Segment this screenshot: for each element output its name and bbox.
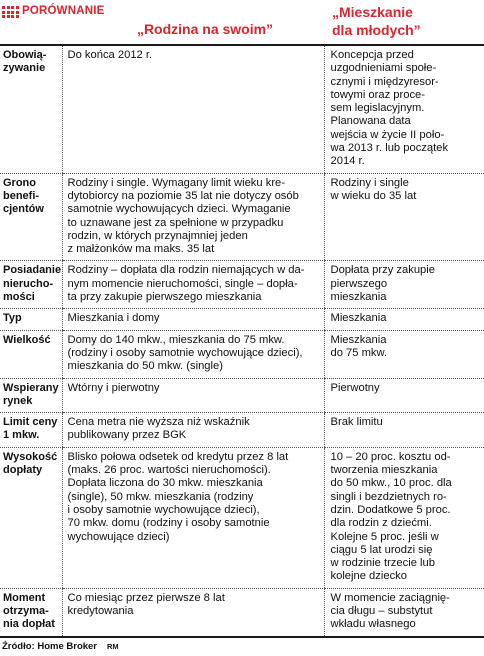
cell-line: (maks. 26 proc. wartości nieruchomości). [67, 464, 271, 477]
cell-line: dzin. Dodatkowe 5 proc. [330, 503, 451, 516]
cell-line: Wtórny i pierwotny [67, 381, 160, 394]
cell-line: Rodziny i single [330, 176, 409, 189]
cell-mieszkanie-dla-mlodych [324, 261, 484, 309]
cell-line: nierucho- [3, 277, 54, 290]
cell-line: Cena metra nie wyższa niż wskaźnik [67, 416, 250, 429]
cell-line: sem legislacyjnym. [330, 102, 425, 115]
cell-line: singli i bezdzietnych ro- [330, 490, 447, 503]
table-row [0, 413, 484, 448]
cell-line: wkładu własnego [330, 618, 416, 631]
cell-line: 1 mkw. [3, 429, 40, 442]
cell-mieszkanie-dla-mlodych [324, 447, 484, 588]
comparison-table [0, 46, 484, 638]
cell-line: Pierwotny [330, 381, 380, 394]
cell-line: Wysokość [3, 450, 58, 463]
cell-line: Wielkość [3, 333, 51, 346]
column-title-line: „Mieszkanie [332, 4, 413, 20]
cell-line: Koncepcja przed [330, 49, 414, 61]
cell-rodzina-na-swoim [62, 46, 324, 173]
cell-line: cznymi i międzyresor- [330, 75, 439, 88]
table-row [0, 309, 484, 330]
row-label [0, 261, 62, 309]
cell-line: wejścia w życie II poło- [330, 128, 445, 141]
cell-rodzina-na-swoim [62, 588, 324, 636]
cell-line: (single), 50 mkw. mieszkania (rodziny [67, 490, 254, 503]
row-label [0, 378, 62, 413]
cell-line: to uznawane jest za spełnione w przypadku [67, 216, 284, 229]
column-title-line: dla młodych” [332, 22, 421, 38]
cell-line: mieszkania do 50 mkw. (single) [67, 360, 223, 373]
cell-line: towymi oraz proce- [330, 88, 425, 101]
cell-line: Do końca 2012 r. [67, 49, 153, 61]
cell-line: do 50 mkw., 10 proc. dla [330, 477, 452, 490]
cell-line: Typ [3, 312, 22, 325]
cell-line: Kolejne 5 proc. jeśli w [330, 530, 439, 543]
cell-line: wychowujące dzieci) [67, 530, 170, 543]
cell-line: kolejne dziecko [330, 570, 407, 583]
cell-mieszkanie-dla-mlodych [324, 46, 484, 173]
cell-line: 70 mkw. domu (rodziny i osoby samotnie [67, 517, 270, 530]
cell-line: Planowana data [330, 115, 411, 128]
cell-line: W momencie zaciągnię- [330, 591, 450, 604]
cell-line: Moment [3, 591, 46, 604]
cell-line: dytobiorcy na poziomie 35 lat nie dotyczy osób [67, 189, 299, 202]
cell-line: tworzenia mieszkania [330, 464, 438, 477]
cell-line: Co miesiąc przez pierwsze 8 lat [67, 591, 225, 604]
column-title-mieszkanie-dla-mlodych [332, 3, 482, 39]
source-note [2, 641, 119, 652]
cell-line: 10 – 20 proc. kosztu od- [330, 450, 451, 463]
cell-line: samotnie wychowujących dzieci. Wymaganie [67, 203, 291, 216]
cell-line: Brak limitu [330, 416, 383, 429]
cell-line: w wieku do 35 lat [330, 189, 417, 202]
cell-line: do 75 mkw. [330, 346, 388, 359]
cell-line: Mieszkania [330, 312, 387, 325]
cell-line: w rodzinie trzecie lub [330, 557, 435, 570]
cell-line: benefi- [3, 189, 40, 202]
cell-line: dla rodzin z dziećmi. [330, 517, 432, 530]
cell-line: cjentów [3, 203, 44, 216]
cell-line: kredytowania [67, 604, 134, 617]
table-row [0, 378, 484, 413]
row-label [0, 413, 62, 448]
cell-line: Limit ceny [3, 416, 58, 429]
source-text: Źródło: Home Broker [2, 641, 98, 652]
cell-line: Dopłata liczona do 30 mkw. mieszkania [67, 477, 263, 490]
cell-line: Wspierany [3, 381, 59, 394]
cell-rodzina-na-swoim [62, 413, 324, 448]
table-row [0, 330, 484, 378]
cell-line: publikowany przez BGK [67, 429, 187, 442]
cell-mieszkanie-dla-mlodych [324, 588, 484, 636]
cell-line: pierwszego [330, 277, 388, 290]
cell-line: rynek [3, 394, 33, 407]
cell-rodzina-na-swoim [62, 261, 324, 309]
cell-line: dopłaty [3, 464, 43, 477]
cell-line: mości [3, 291, 35, 304]
cell-mieszkanie-dla-mlodych [324, 330, 484, 378]
row-label [0, 447, 62, 588]
grid-icon [2, 6, 18, 20]
cell-rodzina-na-swoim [62, 330, 324, 378]
cell-line: Mieszkania i domy [67, 312, 160, 325]
cell-line: zywanie [3, 62, 46, 75]
cell-rodzina-na-swoim [62, 309, 324, 330]
cell-line: Posiadanie [3, 264, 62, 277]
table-row [0, 588, 484, 636]
table-row [0, 173, 484, 261]
cell-line: (rodziny i osoby samotnie wychowujące dzieci), [67, 346, 303, 359]
cell-line: 2014 r. [330, 155, 365, 168]
column-title-rodzina-na-swoim: „Rodzina na swoim” [136, 21, 274, 37]
row-label [0, 330, 62, 378]
cell-line: nym momencie nieruchomości, single – dopła- [67, 277, 298, 290]
table-row [0, 447, 484, 588]
cell-line: ta przy zakupie pierwszego mieszkania [67, 291, 262, 304]
cell-line: z małżonków ma maks. 35 lat [67, 243, 215, 256]
table-row [0, 46, 484, 173]
author-signature: RM [107, 642, 119, 651]
cell-line: uzgodnieniami społe- [330, 62, 437, 75]
cell-line: ciągu 5 lat urodzi się [330, 543, 433, 556]
cell-line: nia dopłat [3, 618, 55, 631]
cell-mieszkanie-dla-mlodych [324, 378, 484, 413]
cell-line: rodzin, w których przynajmniej jeden [67, 229, 248, 242]
cell-line: Rodziny – dopłata dla rodzin niemających w da- [67, 264, 305, 277]
cell-line: Mieszkania [330, 333, 387, 346]
cell-line: otrzyma- [3, 604, 49, 617]
row-label [0, 588, 62, 636]
cell-mieszkanie-dla-mlodych [324, 173, 484, 261]
table-header [0, 0, 484, 44]
section-label: PORÓWNANIE [22, 5, 105, 17]
row-label [0, 173, 62, 261]
table-row [0, 261, 484, 309]
cell-mieszkanie-dla-mlodych [324, 309, 484, 330]
cell-line: Domy do 140 mkw., mieszkania do 75 mkw. [67, 333, 285, 346]
cell-line: Dopłata przy zakupie [330, 264, 435, 277]
cell-rodzina-na-swoim [62, 173, 324, 261]
cell-rodzina-na-swoim [62, 378, 324, 413]
cell-rodzina-na-swoim [62, 447, 324, 588]
cell-line: Rodziny i single. Wymagany limit wieku kre- [67, 176, 286, 189]
cell-line: Grono [3, 176, 36, 189]
row-label [0, 309, 62, 330]
cell-line: i osoby samotnie wychowujące dzieci), [67, 503, 260, 516]
cell-line: mieszkania [330, 291, 387, 304]
cell-line: Blisko połowa odsetek od kredytu przez 8 lat [67, 450, 289, 463]
cell-line: cia długu – substytut [330, 604, 433, 617]
cell-line: wa 2013 r. lub początek [330, 142, 449, 155]
cell-line: Obowią- [3, 49, 47, 61]
row-label [0, 46, 62, 173]
cell-mieszkanie-dla-mlodych [324, 413, 484, 448]
